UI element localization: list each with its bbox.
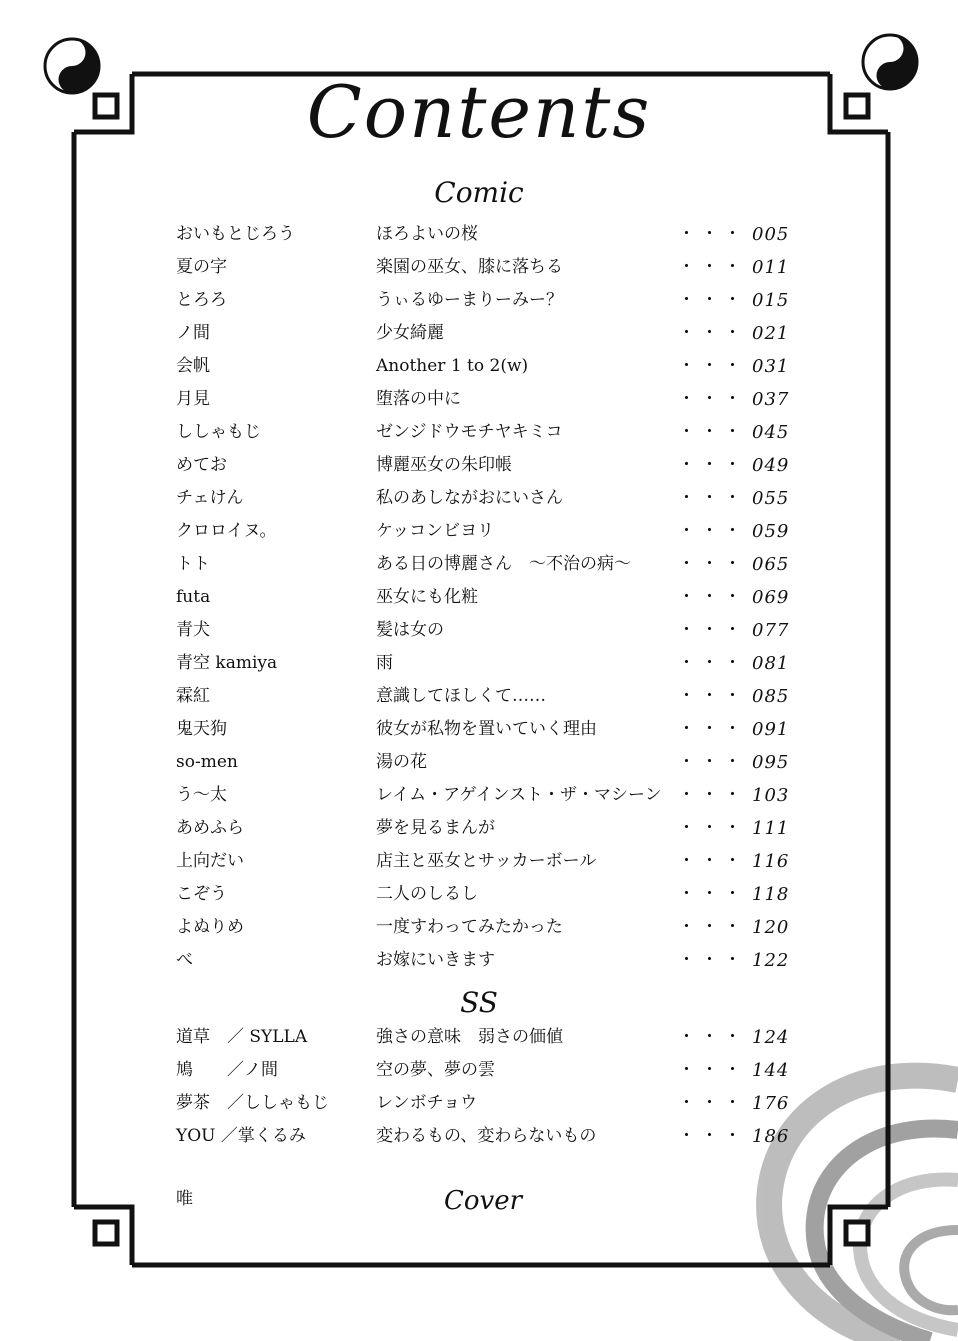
toc-page-number: 049 bbox=[752, 455, 790, 476]
toc-author: 鬼天狗 bbox=[176, 719, 227, 739]
toc-page-number: 059 bbox=[752, 521, 790, 542]
toc-entry bbox=[0, 383, 958, 416]
toc-author: よぬりめ bbox=[176, 917, 244, 937]
toc-work-title: お嫁にいきます bbox=[376, 950, 495, 970]
toc-page-number: 031 bbox=[752, 356, 790, 377]
toc-leader-dots: ・・・ bbox=[678, 554, 747, 574]
toc-leader-dots: ・・・ bbox=[678, 719, 747, 739]
toc-author: 夏の字 bbox=[176, 257, 227, 277]
toc-author: 夢茶 ／ししゃもじ bbox=[176, 1093, 329, 1113]
toc-author: futa bbox=[176, 587, 211, 607]
toc-author: こぞう bbox=[176, 884, 227, 904]
toc-leader-dots: ・・・ bbox=[678, 290, 747, 310]
toc-leader-dots: ・・・ bbox=[678, 389, 747, 409]
toc-leader-dots: ・・・ bbox=[678, 884, 747, 904]
toc-leader-dots: ・・・ bbox=[678, 620, 747, 640]
toc-page-number: 144 bbox=[752, 1060, 790, 1081]
cover-label: Cover bbox=[444, 1186, 523, 1216]
toc-leader-dots: ・・・ bbox=[678, 950, 747, 970]
page-title: Contents bbox=[306, 70, 652, 154]
toc-author: 霖紅 bbox=[176, 686, 210, 706]
toc-work-title: うぃるゆーまりーみー？ bbox=[376, 290, 563, 310]
toc-page-number: 037 bbox=[752, 389, 790, 410]
toc-entry bbox=[0, 812, 958, 845]
toc-work-title: レイム・アゲインスト・ザ・マシーン bbox=[376, 785, 662, 805]
toc-work-title: ほろよいの桜 bbox=[376, 224, 478, 244]
toc-entry bbox=[0, 218, 958, 251]
toc-leader-dots: ・・・ bbox=[678, 323, 747, 343]
toc-entry bbox=[0, 845, 958, 878]
toc-author: とろろ bbox=[176, 290, 227, 310]
toc-entry bbox=[0, 548, 958, 581]
toc-author: 鳩 ／ノ間 bbox=[176, 1060, 278, 1080]
toc-leader-dots: ・・・ bbox=[678, 587, 747, 607]
toc-author: 上向だい bbox=[176, 851, 244, 871]
toc-entry bbox=[0, 284, 958, 317]
toc-page-number: 015 bbox=[752, 290, 790, 311]
toc-leader-dots: ・・・ bbox=[678, 521, 747, 541]
toc-entry bbox=[0, 581, 958, 614]
toc-leader-dots: ・・・ bbox=[678, 224, 747, 244]
toc-work-title: レンボチョウ bbox=[376, 1093, 478, 1113]
toc-page-number: 055 bbox=[752, 488, 790, 509]
toc-work-title: 少女綺麗 bbox=[376, 323, 444, 343]
toc-entry bbox=[0, 1054, 958, 1087]
toc-work-title: 夢を見るまんが bbox=[376, 818, 495, 838]
toc-work-title: 巫女にも化粧 bbox=[376, 587, 478, 607]
toc-page-number: 021 bbox=[752, 323, 790, 344]
toc-entry bbox=[0, 449, 958, 482]
toc-entry bbox=[0, 944, 958, 977]
toc-leader-dots: ・・・ bbox=[678, 1126, 747, 1146]
toc-entry bbox=[0, 1120, 958, 1153]
toc-entry bbox=[0, 779, 958, 812]
toc-page-number: 118 bbox=[752, 884, 790, 905]
toc-author: チェけん bbox=[176, 488, 244, 508]
toc-entry bbox=[0, 878, 958, 911]
toc-leader-dots: ・・・ bbox=[678, 818, 747, 838]
toc-work-title: 店主と巫女とサッカーボール bbox=[376, 851, 597, 871]
toc-leader-dots: ・・・ bbox=[678, 455, 747, 475]
toc-author: あめふら bbox=[176, 818, 244, 838]
toc-author: トト bbox=[176, 554, 210, 574]
toc-page-number: 120 bbox=[752, 917, 790, 938]
toc-leader-dots: ・・・ bbox=[678, 1060, 747, 1080]
toc-work-title: 雨 bbox=[376, 653, 393, 673]
toc-work-title: 楽園の巫女、膝に落ちる bbox=[376, 257, 563, 277]
toc-leader-dots: ・・・ bbox=[678, 917, 747, 937]
toc-work-title: 変わるもの、変わらないもの bbox=[376, 1126, 597, 1146]
toc-work-title: 博麗巫女の朱印帳 bbox=[376, 455, 512, 475]
toc-work-title: 私のあしながおにいさん bbox=[376, 488, 563, 508]
section-heading-ss: SS bbox=[460, 986, 498, 1019]
toc-entry bbox=[0, 1021, 958, 1054]
toc-author: ノ間 bbox=[176, 323, 210, 343]
toc-author: 会帆 bbox=[176, 356, 210, 376]
toc-leader-dots: ・・・ bbox=[678, 785, 747, 805]
toc-page-number: 122 bbox=[752, 950, 790, 971]
toc-author: so-men bbox=[176, 752, 238, 772]
toc-author: べ bbox=[176, 950, 193, 970]
toc-author: 青空 kamiya bbox=[176, 653, 278, 673]
toc-page-number: 111 bbox=[752, 818, 790, 839]
toc-entry bbox=[0, 713, 958, 746]
toc-work-title: ある日の博麗さん ～不治の病～ bbox=[376, 554, 631, 574]
toc-author: 青犬 bbox=[176, 620, 210, 640]
toc-page-number: 103 bbox=[752, 785, 790, 806]
toc-entry bbox=[0, 251, 958, 284]
toc-page-number: 077 bbox=[752, 620, 790, 641]
toc-leader-dots: ・・・ bbox=[678, 422, 747, 442]
toc-page-number: 069 bbox=[752, 587, 790, 608]
toc-entry bbox=[0, 416, 958, 449]
toc-author: 道草 ／ SYLLA bbox=[176, 1027, 308, 1047]
toc-page-number: 186 bbox=[752, 1126, 790, 1147]
toc-page-number: 065 bbox=[752, 554, 790, 575]
toc-page-number: 011 bbox=[752, 257, 790, 278]
toc-entry bbox=[0, 317, 958, 350]
toc-entry bbox=[0, 680, 958, 713]
toc-work-title: ゼンジドウモチヤキミコ bbox=[376, 422, 563, 442]
toc-leader-dots: ・・・ bbox=[678, 851, 747, 871]
toc-page-number: 045 bbox=[752, 422, 790, 443]
toc-work-title: 湯の花 bbox=[376, 752, 427, 772]
toc-entry bbox=[0, 515, 958, 548]
toc-page-number: 085 bbox=[752, 686, 790, 707]
toc-leader-dots: ・・・ bbox=[678, 356, 747, 376]
toc-work-title: ケッコンビヨリ bbox=[376, 521, 495, 541]
toc-entry bbox=[0, 482, 958, 515]
toc-work-title: 空の夢、夢の雲 bbox=[376, 1060, 495, 1080]
toc-leader-dots: ・・・ bbox=[678, 752, 747, 772]
toc-author: おいもとじろう bbox=[176, 224, 295, 244]
toc-entry bbox=[0, 614, 958, 647]
toc-page-number: 176 bbox=[752, 1093, 790, 1114]
toc-work-title: 彼女が私物を置いていく理由 bbox=[376, 719, 597, 739]
toc-entry bbox=[0, 647, 958, 680]
toc-work-title: 強さの意味 弱さの価値 bbox=[376, 1027, 563, 1047]
toc-work-title: 髪は女の bbox=[376, 620, 444, 640]
toc-entry bbox=[0, 746, 958, 779]
toc-author: クロロイヌ。 bbox=[176, 521, 277, 541]
toc-leader-dots: ・・・ bbox=[678, 653, 747, 673]
cover-author: 唯 bbox=[176, 1189, 193, 1209]
toc-leader-dots: ・・・ bbox=[678, 1093, 747, 1113]
toc-work-title: 意識してほしくて…… bbox=[376, 686, 546, 706]
toc-leader-dots: ・・・ bbox=[678, 686, 747, 706]
toc-entry bbox=[0, 911, 958, 944]
toc-page-number: 091 bbox=[752, 719, 790, 740]
toc-page-number: 005 bbox=[752, 224, 790, 245]
toc-author: う～太 bbox=[176, 785, 227, 805]
toc-page-number: 116 bbox=[752, 851, 790, 872]
toc-work-title: Another 1 to 2(w) bbox=[376, 356, 529, 376]
toc-author: YOU ／掌くるみ bbox=[176, 1126, 306, 1146]
toc-entry bbox=[0, 1087, 958, 1120]
toc-author: ししゃもじ bbox=[176, 422, 261, 442]
toc-work-title: 堕落の中に bbox=[376, 389, 461, 409]
toc-leader-dots: ・・・ bbox=[678, 257, 747, 277]
toc-page-number: 081 bbox=[752, 653, 790, 674]
toc-work-title: 二人のしるし bbox=[376, 884, 478, 904]
toc-leader-dots: ・・・ bbox=[678, 488, 747, 508]
toc-author: めてお bbox=[176, 455, 227, 475]
toc-page-number: 124 bbox=[752, 1027, 790, 1048]
toc-author: 月見 bbox=[176, 389, 210, 409]
section-heading-comic: Comic bbox=[434, 176, 524, 209]
toc-page-number: 095 bbox=[752, 752, 790, 773]
toc-leader-dots: ・・・ bbox=[678, 1027, 747, 1047]
toc-work-title: 一度すわってみたかった bbox=[376, 917, 563, 937]
toc-entry bbox=[0, 350, 958, 383]
